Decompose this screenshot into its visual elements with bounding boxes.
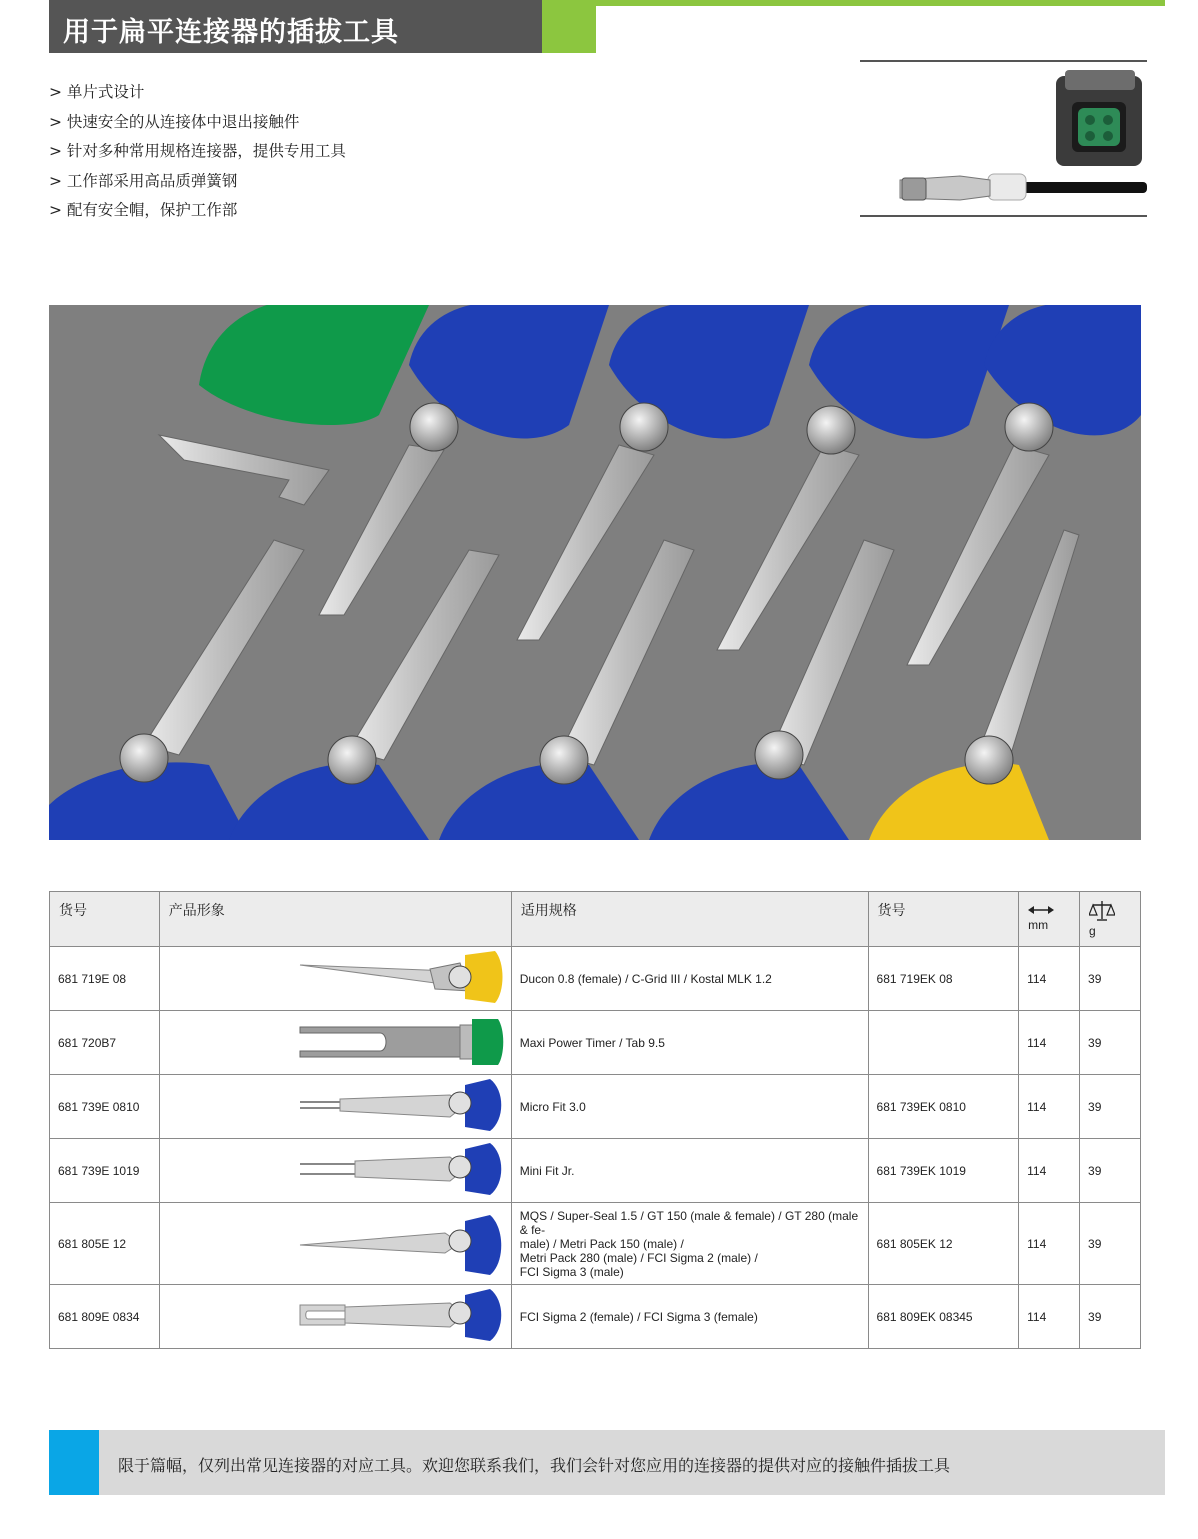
weight-unit: g xyxy=(1089,924,1096,938)
cell-spec: Mini Fit Jr. xyxy=(511,1139,868,1203)
table-row xyxy=(50,1285,1141,1349)
cell-weight: 39 xyxy=(1080,1285,1141,1349)
tool-image-blade xyxy=(160,947,511,1007)
cell-part-no-2: 681 739EK 0810 xyxy=(868,1075,1019,1139)
feature-item: > 针对多种常用规格连接器，提供专用工具 xyxy=(49,142,346,160)
spec-line: Metri Pack 280 (male) / FCI Sigma 2 (male) / xyxy=(519,1250,758,1265)
tool-image-fork xyxy=(160,1285,511,1345)
header-image: 产品形象 xyxy=(159,892,511,947)
cell-spec: Maxi Power Timer / Tab 9.5 xyxy=(511,1011,868,1075)
spec-line: FCI Sigma 3 (male) xyxy=(519,1264,624,1279)
connector-image xyxy=(860,60,1147,217)
cell-length: 114 xyxy=(1019,1075,1080,1139)
title-accent-block xyxy=(542,0,596,53)
table-header-row xyxy=(50,892,1141,947)
tool-image-flat-fork xyxy=(160,1011,511,1071)
cell-part-no: 681 739E 0810 xyxy=(50,1075,160,1139)
cell-part-no: 681 809E 0834 xyxy=(50,1285,160,1349)
cell-weight: 39 xyxy=(1080,947,1141,1011)
cell-image xyxy=(159,1075,511,1139)
cell-spec: Ducon 0.8 (female) / C-Grid III / Kostal MLK 1.2 xyxy=(511,947,868,1011)
tool-image-blade-2 xyxy=(160,1203,511,1281)
cell-length: 114 xyxy=(1019,1011,1080,1075)
product-photo xyxy=(49,305,1141,840)
feature-item: > 快速安全的从连接体中退出接触件 xyxy=(49,112,300,131)
header-part-no: 货号 xyxy=(50,892,160,947)
spec-line: male) / Metri Pack 150 (male) / xyxy=(519,1236,684,1251)
tool-image-pin xyxy=(160,1075,511,1135)
cell-part-no: 681 805E 12 xyxy=(50,1203,160,1285)
header-part-no-2: 货号 xyxy=(868,892,1019,947)
cell-part-no-2: 681 719EK 08 xyxy=(868,947,1019,1011)
tool-image-double-pin xyxy=(160,1139,511,1199)
cell-image xyxy=(159,1285,511,1349)
feature-list xyxy=(49,78,346,226)
cell-part-no-2: 681 809EK 08345 xyxy=(868,1285,1019,1349)
header-weight xyxy=(1080,892,1141,947)
spec-line: MQS / Super-Seal 1.5 / GT 150 (male & female) / GT 280 (male & fe- xyxy=(519,1208,859,1237)
cell-spec: Micro Fit 3.0 xyxy=(511,1075,868,1139)
cell-image xyxy=(159,1203,511,1285)
spec-table xyxy=(49,891,1141,1349)
feature-item: > 工作部采用高品质弹簧钢 xyxy=(49,171,238,190)
cell-part-no-2 xyxy=(868,1011,1019,1075)
cell-part-no: 681 739E 1019 xyxy=(50,1139,160,1203)
table-row xyxy=(50,1139,1141,1203)
table-row xyxy=(50,947,1141,1011)
cell-weight: 39 xyxy=(1080,1139,1141,1203)
cell-weight: 39 xyxy=(1080,1203,1141,1285)
header-length xyxy=(1019,892,1080,947)
cell-weight: 39 xyxy=(1080,1011,1141,1075)
length-arrow-icon xyxy=(1028,904,1054,916)
cell-length: 114 xyxy=(1019,1285,1080,1349)
cell-image xyxy=(159,947,511,1011)
cell-length: 114 xyxy=(1019,1139,1080,1203)
cell-part-no: 681 720B7 xyxy=(50,1011,160,1075)
cell-part-no-2: 681 739EK 1019 xyxy=(868,1139,1019,1203)
cell-image xyxy=(159,1139,511,1203)
footer-accent-block xyxy=(49,1430,99,1495)
cell-weight: 39 xyxy=(1080,1075,1141,1139)
table-row xyxy=(50,1011,1141,1075)
table-row xyxy=(50,1203,1141,1285)
table-row xyxy=(50,1075,1141,1139)
cell-spec xyxy=(511,1203,868,1285)
cell-part-no-2: 681 805EK 12 xyxy=(868,1203,1019,1285)
tool-set-illustration xyxy=(49,305,1141,840)
feature-item: > 单片式设计 xyxy=(49,83,145,101)
feature-item: > 配有安全帽，保护工作部 xyxy=(49,201,238,219)
cell-part-no: 681 719E 08 xyxy=(50,947,160,1011)
length-unit: mm xyxy=(1028,918,1049,932)
page-title: 用于扁平连接器的插拔工具 xyxy=(49,0,542,53)
cell-image xyxy=(159,1011,511,1075)
cell-length: 114 xyxy=(1019,1203,1080,1285)
header-accent-line xyxy=(596,0,1165,6)
connector-illustration xyxy=(860,62,1147,215)
header-spec: 适用规格 xyxy=(511,892,868,947)
cell-length: 114 xyxy=(1019,947,1080,1011)
footer-note: 限于篇幅，仅列出常见连接器的对应工具。欢迎您联系我们，我们会针对您应用的连接器的提供对应的接触件插拔工具 xyxy=(99,1430,1165,1495)
cell-spec: FCI Sigma 2 (female) / FCI Sigma 3 (female) xyxy=(511,1285,868,1349)
weight-scale-icon xyxy=(1089,900,1115,922)
